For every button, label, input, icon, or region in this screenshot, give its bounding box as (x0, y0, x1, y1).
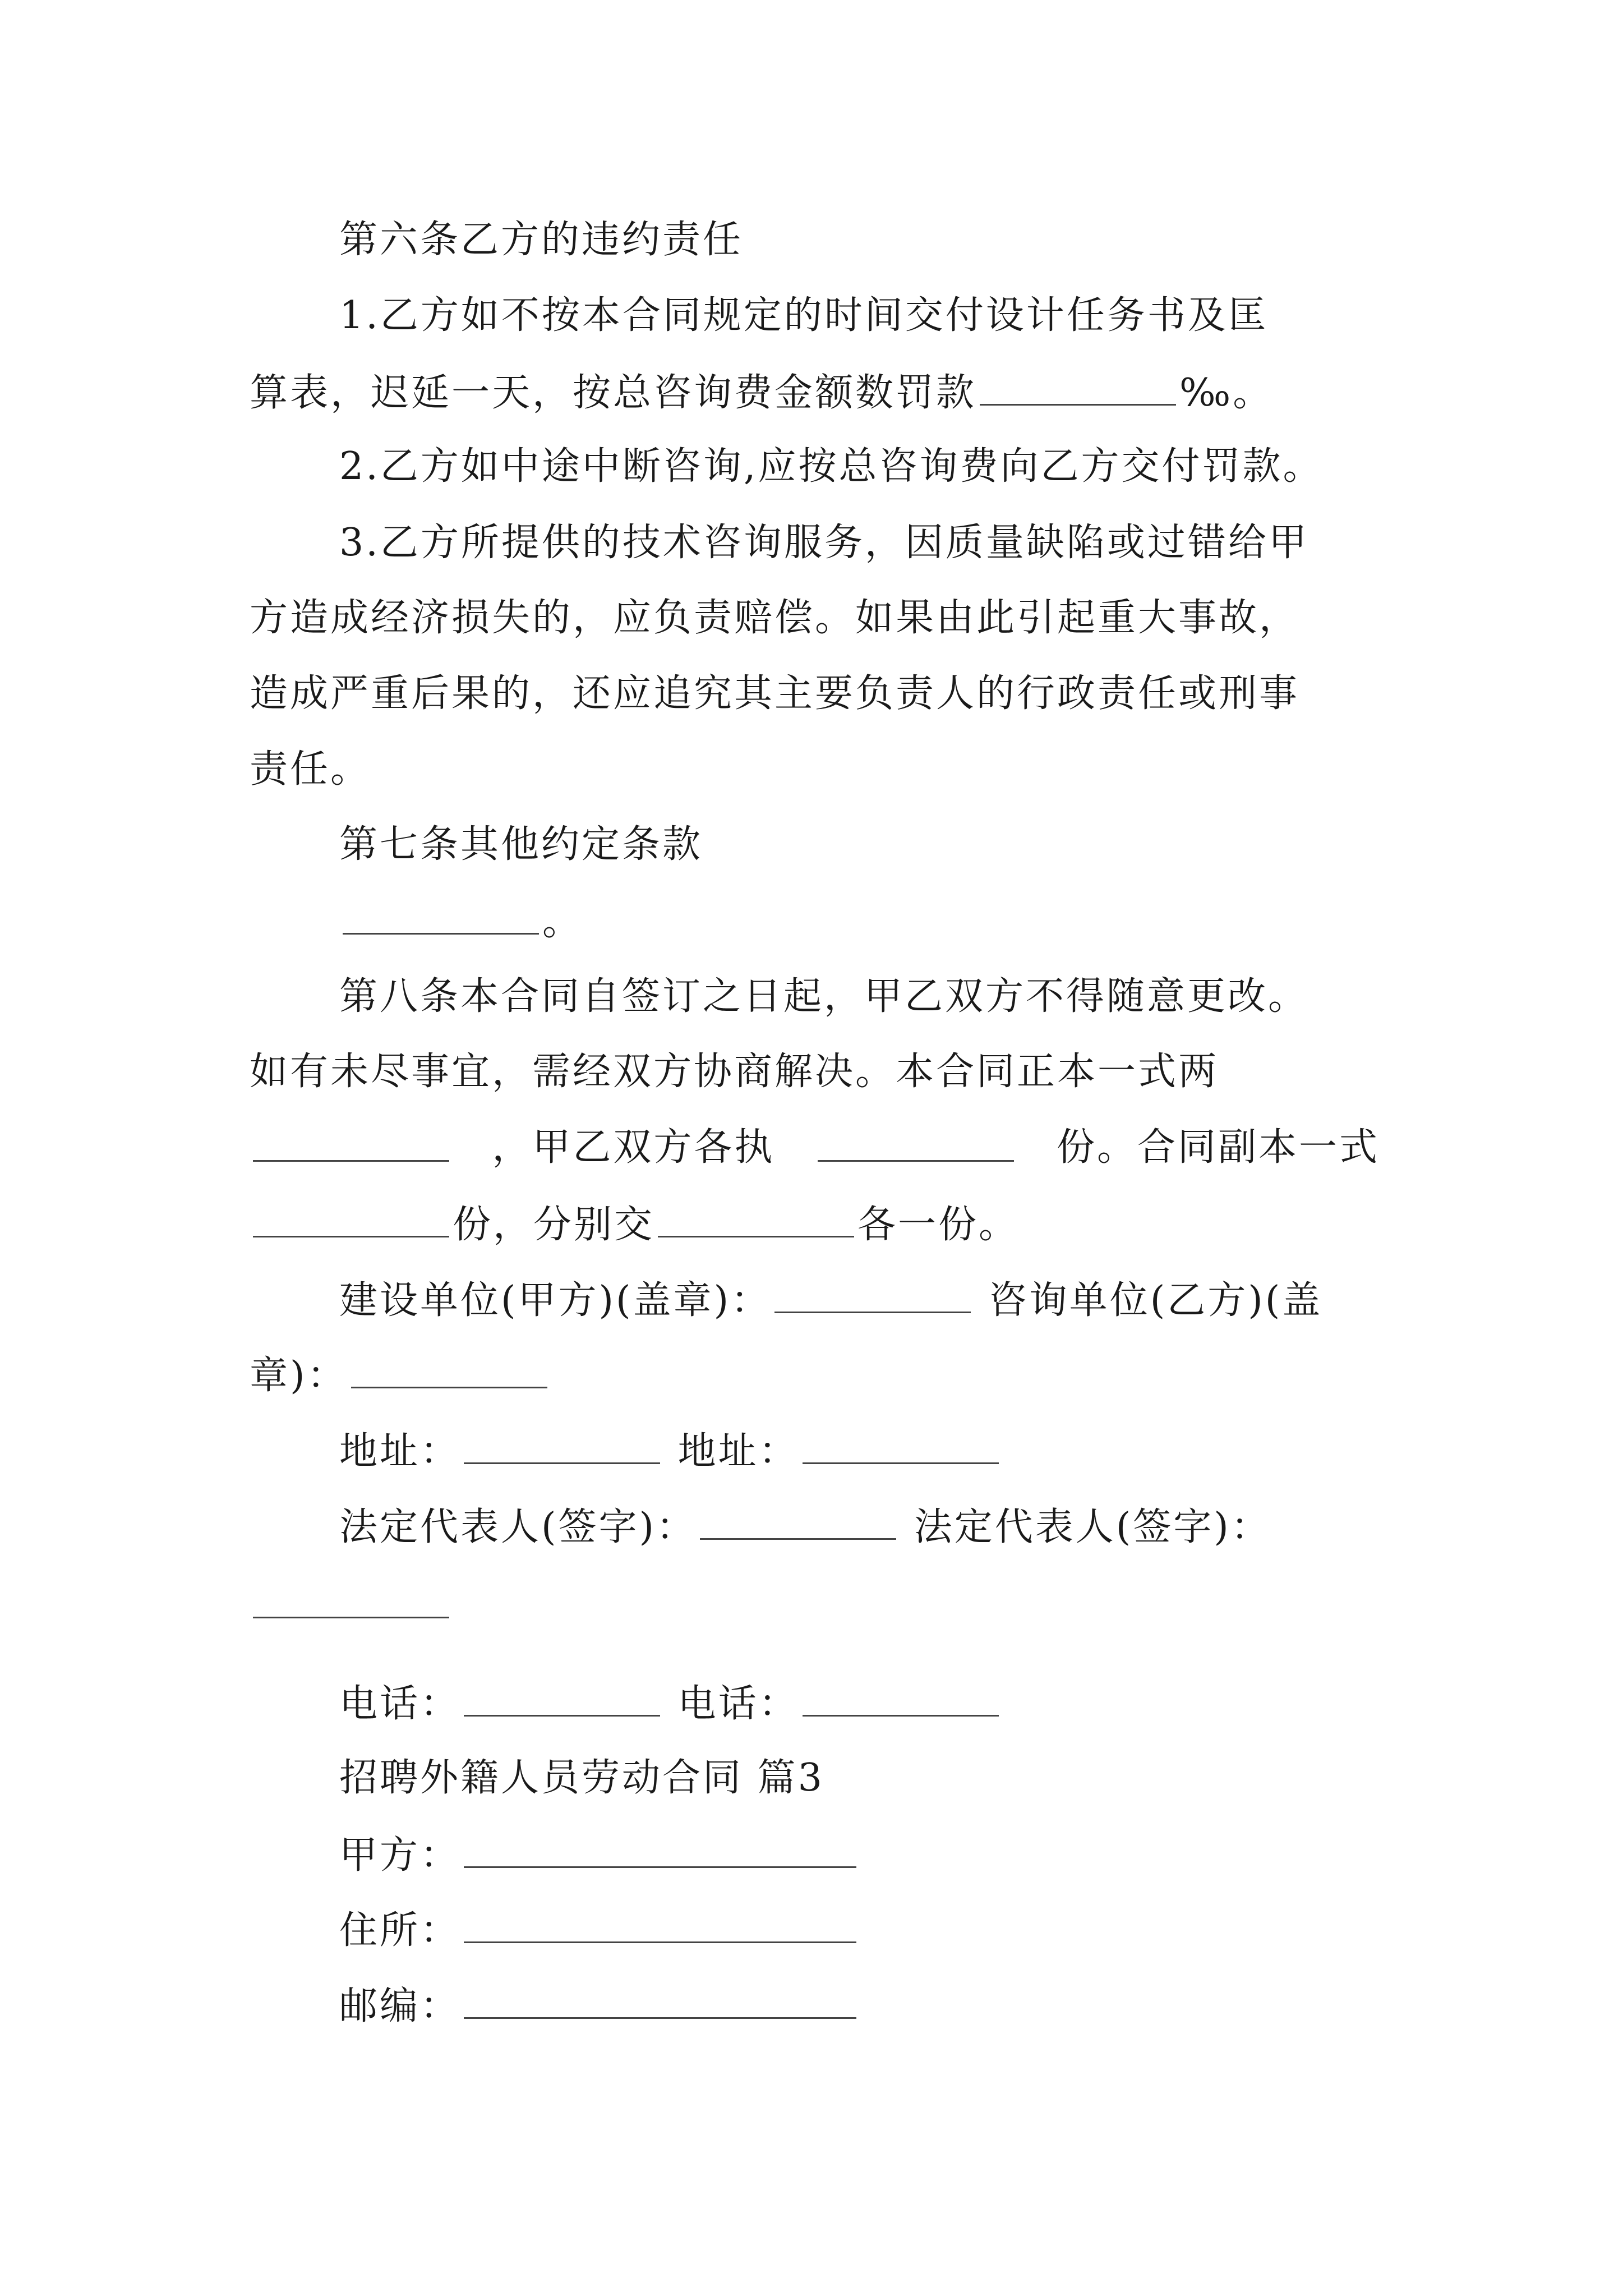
party-b-seal-label-cont: 章)： (250, 1354, 348, 1398)
signature-units-line (0, 1271, 1623, 1327)
article-7-heading: 第七条其他约定条款 (339, 822, 703, 867)
signature-units-line-2 (0, 1346, 1623, 1402)
party-a-legal-rep-label: 法定代表人(签字)： (339, 1505, 697, 1549)
party-a-seal-label: 建设单位(甲方)(盖章)： (339, 1278, 772, 1323)
article-8-line-4 (0, 1195, 1623, 1251)
party-a-blank (464, 1826, 856, 1868)
one-each-text: 各一份。 (857, 1203, 1020, 1247)
party-a-phone-blank (464, 1674, 660, 1717)
party-b-phone-blank (803, 1674, 999, 1717)
party-b-seal-blank (351, 1346, 547, 1388)
residence-line (0, 1901, 1623, 1957)
section-3-title: 招聘外籍人员劳动合同 篇3 (339, 1756, 824, 1800)
clause-6-1-text: 1.乙方如不按本合同规定的时间交付设计任务书及匡 (339, 293, 1269, 338)
clause-6-3-line-2: 方造成经济损失的，应负责赔偿。如果由此引起重大事故， (250, 596, 1300, 640)
party-b-phone-label: 电话： (677, 1682, 799, 1726)
duplicate-count-blank (253, 1195, 449, 1237)
postcode-line (0, 1977, 1623, 2033)
residence-blank (464, 1901, 856, 1943)
article-6-heading: 第六条乙方的违约责任 (339, 218, 744, 262)
article-8-line-3 (250, 1120, 1380, 1176)
residence-label: 住所： (339, 1908, 461, 1953)
article-7-blank-line (0, 892, 1623, 949)
clause-6-3-line-4: 责任。 (250, 747, 371, 792)
distributed-to-text: 份，分别交 (453, 1203, 655, 1247)
party-b-seal-label: 咨询单位(乙方)(盖 (988, 1278, 1323, 1323)
clause-6-2: 2.乙方如中途中断咨询,应按总咨询费向乙方交付罚款。 (339, 444, 1324, 489)
other-terms-blank (343, 892, 539, 935)
duplicate-copies-text: 份。合同副本一式 (1056, 1125, 1380, 1170)
party-a-address-blank (464, 1422, 660, 1464)
party-a-legal-rep-blank (700, 1498, 896, 1540)
party-a-line (0, 1826, 1623, 1882)
party-b-legal-rep-blank (253, 1576, 449, 1618)
party-a-phone-label: 电话： (339, 1682, 461, 1726)
postcode-blank (464, 1977, 856, 2019)
clause-6-1-line-2 (0, 364, 1623, 420)
penalty-rate-blank (980, 364, 1176, 406)
clause-6-1-line-1 (339, 288, 1380, 344)
legal-rep-line-2 (0, 1576, 1623, 1632)
article-8-line-2: 如有未尽事宜，需经双方协商解决。本合同正本一式两 (250, 1050, 1219, 1094)
each-party-holds-text: ，甲乙双方各执 (492, 1125, 775, 1170)
recipient-blank (658, 1195, 854, 1237)
party-a-address-label: 地址： (339, 1429, 461, 1474)
original-copies-blank (253, 1120, 449, 1162)
phone-line (0, 1674, 1623, 1731)
party-b-legal-rep-label: 法定代表人(签字)： (914, 1505, 1271, 1549)
party-b-address-blank (803, 1422, 999, 1464)
party-a-label: 甲方： (339, 1833, 461, 1878)
clause-6-3-line-3: 造成严重后果的，还应追究其主要负责人的行政责任或刑事 (250, 671, 1300, 716)
clause-6-1-text-cont: 算表，迟延一天，按总咨询费金额数罚款 (250, 371, 977, 415)
clause-6-3-line-1: 3.乙方所提供的技术咨询服务，因质量缺陷或过错给甲 (339, 521, 1309, 565)
party-b-address-label: 地址： (677, 1429, 799, 1474)
permille-suffix: ‰。 (1179, 371, 1274, 415)
legal-rep-line (0, 1498, 1623, 1554)
party-a-seal-blank (774, 1271, 971, 1313)
article-8-line-1: 第八条本合同自签订之日起，甲乙双方不得随意更改。 (339, 974, 1309, 1019)
postcode-label: 邮编： (339, 1984, 461, 2028)
period-mark: 。 (542, 900, 583, 944)
address-line (0, 1422, 1623, 1478)
copies-held-blank (818, 1120, 1014, 1162)
